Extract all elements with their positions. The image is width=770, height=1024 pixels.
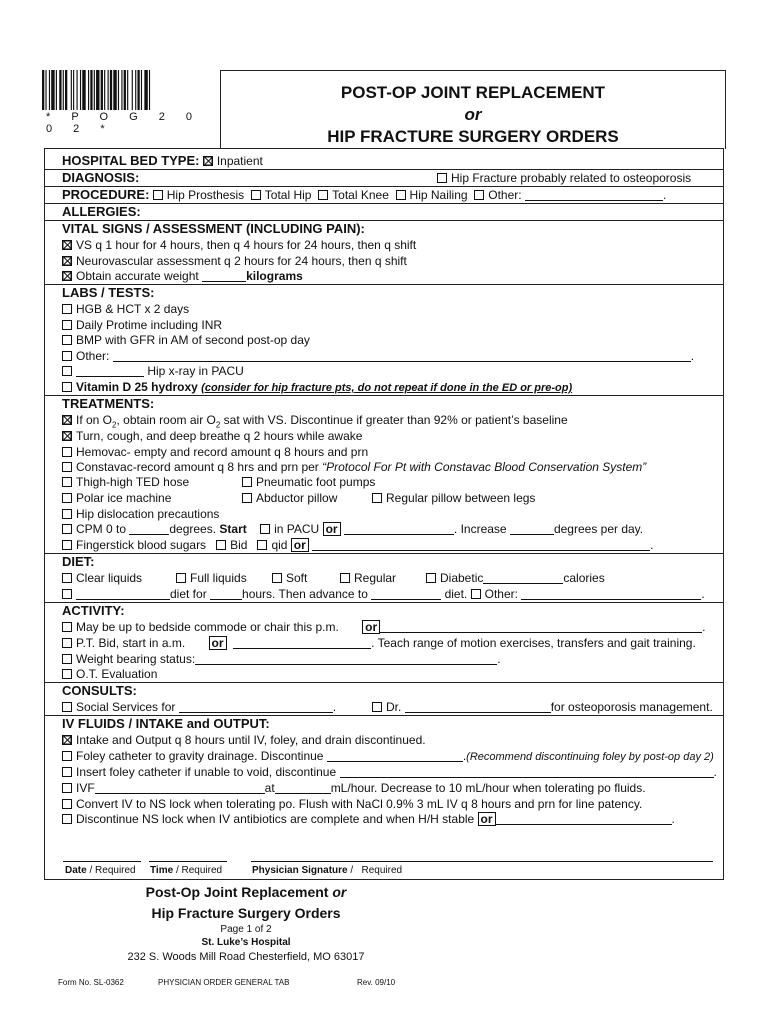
diet-label: diet. (444, 587, 468, 601)
allergies-label: ALLERGIES: (62, 204, 141, 219)
divider (45, 682, 723, 683)
diet-row-2: diet for hours. Then advance to diet. Other: . (62, 587, 705, 601)
diet-other-checkbox[interactable] (471, 589, 481, 599)
soft-label: Soft (286, 571, 308, 585)
polar-ice-checkbox[interactable] (62, 493, 72, 503)
iv-item-5 (62, 797, 642, 811)
barcode-bar (135, 70, 136, 110)
title-box (220, 70, 726, 149)
activity-alt-field[interactable] (380, 621, 702, 633)
ted-hose-checkbox[interactable] (62, 477, 72, 487)
fingerstick-label: Fingerstick blood sugars (76, 538, 207, 552)
foley-checkbox[interactable] (62, 751, 72, 761)
fingerstick-checkbox[interactable] (62, 540, 72, 550)
ted-hose-label: Thigh-high TED hose (76, 475, 190, 489)
pt-label: P.T. Bid, start in a.m. (76, 636, 186, 650)
hip-dislocation-label: Hip dislocation precautions (76, 507, 220, 521)
page-number: Page 1 of 2 (220, 924, 272, 935)
kilograms-label: kilograms (246, 269, 303, 283)
procedure-row: PROCEDURE: Hip Prosthesis Total Hip Total Knee Hip Nailing Other: . (62, 187, 667, 202)
clear-liquids-checkbox[interactable] (62, 573, 72, 583)
barcode-bar (45, 70, 46, 110)
activity-item-4 (62, 667, 157, 681)
turn-cough-label: Turn, cough, and deep breathe q 2 hours while awake (76, 429, 363, 443)
regular-label: Regular (354, 571, 397, 585)
in-pacu-label: in PACU (274, 522, 320, 536)
iv-item-2: Foley catheter to gravity drainage. Discontinue .(Recommend discontinuing foley by post-op day 2) (62, 749, 714, 764)
dr-checkbox[interactable] (372, 702, 382, 712)
inpatient-label: Inpatient (216, 154, 263, 168)
insert-foley-field[interactable] (340, 766, 714, 778)
form-tab: PHYSICIAN ORDER GENERAL TAB (158, 978, 290, 987)
weight-bearing-checkbox[interactable] (62, 654, 72, 664)
signature-caption: Physician Signature / Required (252, 865, 403, 876)
barcode-bar (90, 70, 92, 110)
social-services-label: Social Services for (76, 700, 176, 714)
treatments-item-7 (62, 507, 219, 521)
hip-nailing-label: Hip Nailing (409, 188, 468, 202)
bmp-checkbox[interactable] (62, 335, 72, 345)
weight-bearing-field[interactable] (195, 653, 497, 665)
vitamin-d-checkbox[interactable] (62, 382, 72, 392)
total-knee-checkbox[interactable] (318, 190, 328, 200)
barcode-bar (104, 70, 105, 110)
vitals-item-2 (62, 254, 407, 268)
procedure-other-checkbox[interactable] (474, 190, 484, 200)
regular-pillow-label: Regular pillow between legs (386, 491, 536, 505)
bedside-commode-label: May be up to bedside commode or chair this p.m. (76, 620, 339, 634)
total-knee-label: Total Knee (332, 188, 389, 202)
barcode-bar (127, 70, 128, 110)
vs-label: VS q 1 hour for 4 hours, then q 4 hours for 24 hours, then q shift (76, 238, 417, 252)
divider (45, 169, 723, 170)
at-label: at (264, 781, 275, 795)
title-line-1: POST-OP JOINT REPLACEMENT (340, 83, 606, 102)
procedure-other-field[interactable] (525, 189, 663, 201)
regular-pillow-option (372, 491, 535, 505)
insert-foley-label: Insert foley catheter if unable to void, discontinue (76, 765, 337, 779)
foley-note: (Recommend discontinuing foley by post-op day 2) (466, 751, 714, 763)
hip-nailing-checkbox[interactable] (396, 190, 406, 200)
time-label: Time (150, 865, 174, 876)
treatments-item-3 (62, 445, 368, 459)
date-caption: Date / Required (65, 865, 136, 876)
hip-fracture-option (437, 171, 691, 185)
iv-heading: IV FLUIDS / INTAKE and OUTPUT: (62, 716, 270, 731)
hospital-bed-row (62, 154, 263, 168)
osteoporosis-label: for osteoporosis management. (550, 700, 713, 714)
diabetic-label: Diabetic (440, 571, 484, 585)
weight-label: Obtain accurate weight (76, 269, 199, 283)
protime-label: Daily Protime including INR (76, 318, 223, 332)
increase-field[interactable] (510, 523, 554, 535)
labs-other-label: Other: (76, 349, 110, 363)
total-hip-label: Total Hip (264, 188, 312, 202)
cpm-checkbox[interactable] (62, 524, 72, 534)
dr-label: Dr. (386, 700, 402, 714)
cpm-start-field[interactable] (344, 523, 454, 535)
time-line[interactable] (149, 861, 227, 862)
labs-item-4: Other: . (62, 349, 694, 363)
or-box: or (323, 522, 341, 536)
diet-other-field[interactable] (521, 588, 701, 600)
order-form (44, 148, 724, 880)
barcode-bar (144, 70, 147, 110)
labs-item-2 (62, 318, 222, 332)
or-box: or (362, 620, 380, 634)
turn-cough-checkbox[interactable] (62, 431, 72, 441)
or-box: or (209, 636, 227, 650)
hospital-name: St. Luke’s Hospital (201, 937, 291, 948)
treatments-item-8 (62, 522, 643, 536)
diet-custom-checkbox[interactable] (62, 589, 72, 599)
pt-alt-field[interactable] (233, 637, 371, 649)
vitamin-d-label: Vitamin D 25 hydroxy (76, 380, 198, 394)
vitals-item-1 (62, 238, 416, 252)
weight-field[interactable] (202, 270, 246, 282)
labs-other-field[interactable] (113, 350, 691, 362)
neurovascular-label: Neurovascular assessment q 2 hours for 24 hours, then q shift (76, 254, 407, 268)
cpm-degrees-field[interactable] (129, 523, 169, 535)
barcode-bar (118, 70, 119, 110)
title-line-2: HIP FRACTURE SURGERY ORDERS (327, 127, 619, 146)
treatments-item-4 (62, 460, 646, 474)
soft-checkbox[interactable] (272, 573, 282, 583)
allergies-row (62, 205, 141, 219)
convert-iv-label: Convert IV to NS lock when tolerating po. Flush with NaCl 0.9% 3 mL IV q 8 hours and prn for line patency. (76, 797, 643, 811)
calories-label: calories (563, 571, 605, 585)
labs-item-1 (62, 302, 189, 316)
barcode-bar (42, 70, 44, 110)
form-number: Form No. SL-0362 (58, 978, 124, 987)
foot-pumps-option (242, 475, 375, 489)
barcode-bar (56, 70, 57, 110)
activity-heading: ACTIVITY: (62, 603, 125, 618)
advance-label: hours. Then advance to (242, 587, 368, 601)
diabetic-checkbox[interactable] (426, 573, 436, 583)
barcode-bar (49, 70, 50, 110)
signature-line[interactable] (251, 861, 713, 862)
dr-field[interactable] (405, 701, 551, 713)
soft-option (272, 571, 307, 585)
barcode-bar (59, 70, 61, 110)
diet-row-1 (62, 571, 142, 585)
diagnosis-label: DIAGNOSIS: (62, 170, 140, 185)
treatments-heading: TREATMENTS: (62, 396, 155, 411)
full-liquids-label: Full liquids (190, 571, 247, 585)
activity-item-1: May be up to bedside commode or chair this p.m. or . (62, 620, 705, 634)
fingerstick-field[interactable] (312, 539, 650, 551)
procedure-other-label: Other: (488, 188, 522, 202)
hospital-address: 232 S. Woods Mill Road Chesterfield, MO 63017 (127, 951, 365, 963)
barcode-bar (82, 70, 85, 110)
barcode-bar (94, 70, 95, 110)
bedside-commode-checkbox[interactable] (62, 622, 72, 632)
barcode-bar (108, 70, 109, 110)
iv-item-4 (62, 781, 646, 795)
qid-label: qid (271, 538, 288, 552)
consults-heading: CONSULTS: (62, 683, 137, 698)
ivf-checkbox[interactable] (62, 783, 72, 793)
diagnosis-row (62, 171, 139, 185)
barcode-bar (77, 70, 78, 110)
barcode (42, 70, 198, 110)
diet-for-label: diet for (170, 587, 207, 601)
degrees-per-day-label: degrees per day. (553, 522, 644, 536)
activity-item-3: Weight bearing status: . (62, 652, 501, 666)
treatments-item-6 (62, 491, 171, 505)
hip-fracture-checkbox[interactable] (437, 173, 447, 183)
hip-xray-field[interactable] (76, 365, 144, 377)
iv-item-1 (62, 733, 426, 747)
subscript-2: 2 (215, 420, 221, 430)
regular-option (340, 571, 396, 585)
activity-item-2 (62, 636, 696, 650)
or-box: or (291, 538, 309, 552)
protime-checkbox[interactable] (62, 320, 72, 330)
cpm-degrees-label: degrees. (169, 522, 217, 536)
labs-item-3 (62, 333, 310, 347)
hgb-checkbox[interactable] (62, 304, 72, 314)
total-hip-checkbox[interactable] (251, 190, 261, 200)
hip-prosthesis-checkbox[interactable] (153, 190, 163, 200)
ot-checkbox[interactable] (62, 669, 72, 679)
barcode-bar (141, 70, 142, 110)
inpatient-checkbox[interactable] (203, 156, 213, 166)
labs-item-6 (62, 380, 572, 395)
hip-xray-label: Hip x-ray in PACU (147, 364, 244, 378)
labs-other-checkbox[interactable] (62, 351, 72, 361)
ivf-rate-field[interactable] (275, 782, 331, 794)
bid-label: Bid (230, 538, 248, 552)
hgb-label: HGB & HCT x 2 days (76, 302, 190, 316)
discontinue-ns-field[interactable] (496, 813, 672, 825)
regular-checkbox[interactable] (340, 573, 350, 583)
labs-heading: LABS / TESTS: (62, 285, 155, 300)
cpm-start-label: Start (219, 522, 247, 536)
foot-pumps-label: Pneumatic foot pumps (256, 475, 376, 489)
room-air-text-c: sat with VS. Discontinue if greater than 92% or patient’s baseline (220, 413, 568, 427)
barcode-bar (88, 70, 89, 110)
barcode-bar (121, 70, 122, 110)
barcode-bar (96, 70, 99, 110)
footer-title-1: Post-Op Joint Replacement or (145, 884, 347, 900)
foley-label: Foley catheter to gravity drainage. Discontinue (76, 749, 324, 763)
full-liquids-option (176, 571, 247, 585)
treatments-item-9: Fingerstick blood sugars Bid qid or . (62, 538, 653, 552)
room-air-checkbox[interactable] (62, 415, 72, 425)
discontinue-ns-checkbox[interactable] (62, 814, 72, 824)
full-liquids-checkbox[interactable] (176, 573, 186, 583)
abductor-option (242, 491, 337, 505)
ivf-label: IVF (76, 781, 95, 795)
abductor-checkbox[interactable] (242, 493, 252, 503)
subscript-2: 2 (112, 420, 117, 430)
social-services-field[interactable] (179, 701, 333, 713)
vitals-item-3 (62, 269, 303, 283)
ivf-field[interactable] (95, 782, 265, 794)
diet-other-label: Other: (484, 587, 518, 601)
divider (45, 553, 723, 554)
weight-checkbox[interactable] (62, 271, 72, 281)
intake-output-label: Intake and Output q 8 hours until IV, foley, and drain discontinued. (76, 733, 426, 747)
hip-prosthesis-label: Hip Prosthesis (166, 188, 245, 202)
diet-type-field[interactable] (76, 588, 170, 600)
clear-liquids-label: Clear liquids (76, 571, 143, 585)
hip-dislocation-checkbox[interactable] (62, 509, 72, 519)
vs-checkbox[interactable] (62, 240, 72, 250)
hemovac-checkbox[interactable] (62, 447, 72, 457)
barcode-bar (80, 70, 81, 110)
title-or: or (464, 105, 482, 124)
abductor-label: Abductor pillow (256, 491, 338, 505)
barcode-bar (101, 70, 103, 110)
qid-checkbox[interactable] (257, 540, 267, 550)
barcode-bar (73, 70, 74, 110)
vitals-heading: VITAL SIGNS / ASSESSMENT (INCLUDING PAIN): (62, 221, 365, 236)
consults-item-1: Social Services for . (62, 700, 336, 714)
barcode-text: * P O G 2 0 0 2 * (46, 111, 202, 135)
room-air-text-a: If on O (76, 413, 113, 427)
bid-checkbox[interactable] (216, 540, 226, 550)
bmp-label: BMP with GFR in AM of second post-op day (76, 333, 310, 347)
signature-required: Required (361, 865, 403, 876)
time-caption: Time / Required (150, 865, 223, 876)
or-box: or (478, 812, 496, 826)
increase-label: . Increase (453, 522, 507, 536)
date-required: Required (95, 865, 136, 876)
polar-ice-label: Polar ice machine (76, 491, 172, 505)
foot-pumps-checkbox[interactable] (242, 477, 252, 487)
neurovascular-checkbox[interactable] (62, 256, 72, 266)
barcode-bar (65, 70, 67, 110)
intake-output-checkbox[interactable] (62, 735, 72, 745)
treatments-item-5 (62, 475, 189, 489)
discontinue-ns-label: Discontinue NS lock when IV antibiotics are complete and when H/H stable (76, 812, 475, 826)
date-label: Date (65, 865, 87, 876)
convert-iv-checkbox[interactable] (62, 799, 72, 809)
pt-checkbox[interactable] (62, 638, 72, 648)
procedure-label: PROCEDURE: (62, 187, 150, 202)
footer-title-2: Hip Fracture Surgery Orders (151, 905, 341, 921)
weight-bearing-label: Weight bearing status: (76, 652, 196, 666)
date-line[interactable] (63, 861, 141, 862)
physician-signature-label: Physician Signature (252, 865, 348, 876)
vitamin-d-note: (consider for hip fracture pts, do not repeat if done in the ED or pre-op) (201, 382, 573, 394)
hip-fracture-label: Hip Fracture probably related to osteoporosis (451, 171, 692, 185)
diet-hours-field[interactable] (210, 588, 242, 600)
ot-label: O.T. Evaluation (76, 667, 158, 681)
barcode-bar (71, 70, 72, 110)
room-air-text-b: , obtain room air O (116, 413, 216, 427)
consults-item-2 (372, 700, 713, 714)
barcode-bar (149, 70, 150, 110)
treatments-item-2 (62, 429, 362, 443)
time-required: Required (181, 865, 223, 876)
hip-xray-checkbox[interactable] (62, 366, 72, 376)
diabetic-option (426, 571, 605, 585)
iv-item-6: Discontinue NS lock when IV antibiotics are complete and when H/H stable or . (62, 812, 675, 826)
ivf-rate-label: mL/hour. Decrease to 10 mL/hour when tolerating po fluids. (330, 781, 646, 795)
advance-diet-field[interactable] (371, 588, 441, 600)
barcode-bar (113, 70, 116, 110)
insert-foley-checkbox[interactable] (62, 767, 72, 777)
constavac-checkbox[interactable] (62, 462, 72, 472)
barcode-bar (124, 70, 126, 110)
hospital-bed-label: HOSPITAL BED TYPE: (62, 153, 200, 168)
iv-item-3: Insert foley catheter if unable to void, discontinue . (62, 765, 717, 779)
calories-field[interactable] (483, 572, 563, 584)
cpm-label: CPM 0 to (76, 522, 127, 536)
barcode-bar (132, 70, 133, 110)
divider (45, 602, 723, 603)
constavac-protocol: “Protocol For Pt with Constavac Blood Conservation System” (322, 460, 647, 474)
diet-heading: DIET: (62, 554, 95, 569)
social-services-checkbox[interactable] (62, 702, 72, 712)
divider (45, 203, 723, 204)
barcode-bar (63, 70, 64, 110)
barcode-bar (110, 70, 112, 110)
constavac-label: Constavac-record amount q 8 hrs and prn per (76, 460, 323, 474)
pt-instructions: . Teach range of motion exercises, transfers and gait training. (371, 636, 696, 650)
regular-pillow-checkbox[interactable] (372, 493, 382, 503)
hemovac-label: Hemovac- empty and record amount q 8 hours and prn (76, 445, 369, 459)
barcode-bar (137, 70, 139, 110)
foley-field[interactable] (327, 750, 463, 762)
in-pacu-checkbox[interactable] (260, 524, 270, 534)
barcode-bar (51, 70, 54, 110)
labs-item-5 (62, 364, 244, 378)
form-revision: Rev. 09/10 (357, 978, 396, 987)
